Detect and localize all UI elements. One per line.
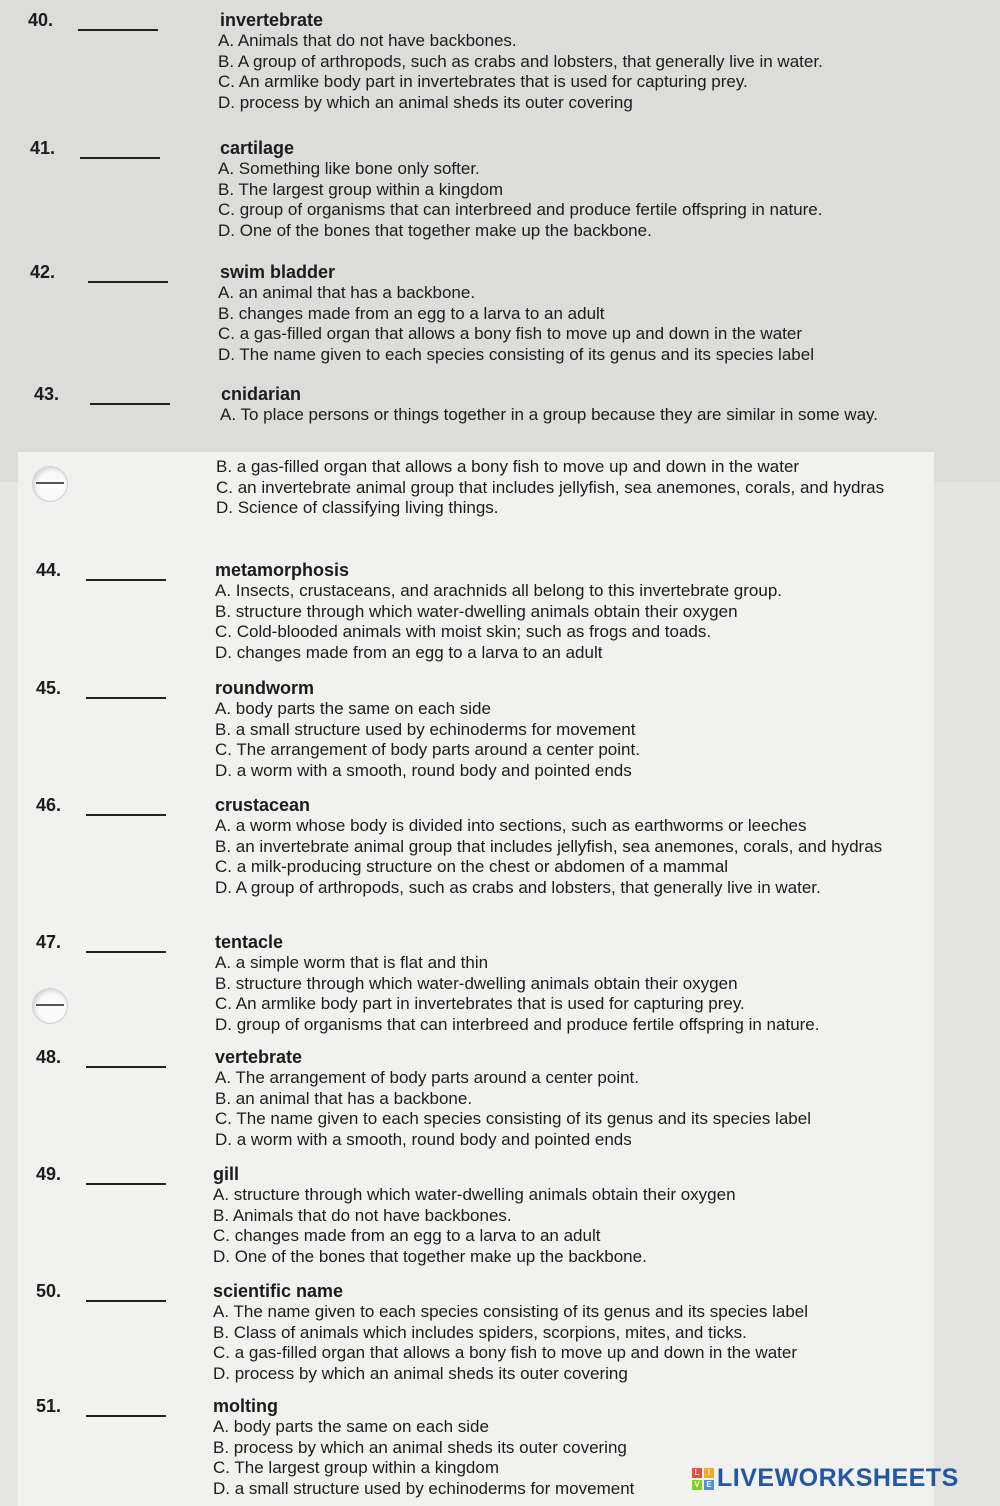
- question-45: [0, 678, 1000, 788]
- option-b: B. structure through which water-dwelling animals obtain their oxygen: [215, 973, 738, 993]
- question-term: gill: [213, 1164, 239, 1184]
- question-44: [0, 560, 1000, 670]
- question-term: roundworm: [215, 678, 314, 698]
- options-list: [218, 283, 814, 365]
- question-term: molting: [213, 1396, 278, 1416]
- options-list: [213, 1185, 736, 1267]
- answer-blank[interactable]: [86, 814, 166, 816]
- liveworksheets-logo[interactable]: [692, 1464, 959, 1493]
- logo-letter: I: [704, 1468, 714, 1478]
- option-c: C. Cold-blooded animals with moist skin; such as frogs and toads.: [215, 622, 712, 641]
- option-d: D. a small structure used by echinoderms for movement: [213, 1478, 635, 1498]
- question-number: 51.: [36, 1396, 62, 1416]
- option-b: B. process by which an animal sheds its outer covering: [213, 1437, 627, 1457]
- question-number: 50.: [36, 1281, 62, 1301]
- option-b: B. an invertebrate animal group that includes jellyfish, sea anemones, corals, and hydras: [215, 836, 883, 856]
- option-b: B. a small structure used by echinoderms for movement: [215, 719, 636, 739]
- option-a: A. Insects, crustaceans, and arachnids all belong to this invertebrate group.: [215, 581, 782, 600]
- option-d: D. The name given to each species consisting of its genus and its species label: [218, 344, 814, 364]
- answer-blank[interactable]: [86, 1300, 166, 1302]
- option-b: B. an animal that has a backbone.: [215, 1088, 473, 1108]
- answer-blank[interactable]: [78, 29, 158, 31]
- option-c: C. The name given to each species consisting of its genus and its species label: [215, 1109, 811, 1128]
- options-list: [215, 953, 820, 1035]
- logo-letter: V: [692, 1480, 702, 1490]
- option-a: A. body parts the same on each side: [213, 1417, 489, 1436]
- question-term: metamorphosis: [215, 560, 350, 580]
- question-term: crustacean: [215, 795, 311, 815]
- answer-blank[interactable]: [90, 403, 170, 405]
- answer-blank[interactable]: [88, 281, 168, 283]
- options-list: [220, 405, 995, 426]
- question-number: 43.: [34, 384, 60, 404]
- options-list: [213, 1302, 808, 1384]
- answer-blank[interactable]: [80, 157, 160, 159]
- question-number: 47.: [36, 932, 62, 952]
- option-d: D. Science of classifying living things.: [216, 498, 499, 517]
- question-number: 44.: [36, 560, 62, 580]
- question-43: [0, 384, 1000, 544]
- option-b: B. Animals that do not have backbones.: [213, 1205, 512, 1225]
- question-40: [0, 10, 1000, 120]
- logo-text: LIVEWORKSHEETS: [717, 1464, 959, 1492]
- question-number: 40.: [28, 10, 54, 30]
- option-a: A. a simple worm that is flat and thin: [215, 953, 489, 972]
- option-c: C. a milk-producing structure on the chest or abdomen of a mammal: [215, 857, 729, 876]
- option-b: B. A group of arthropods, such as crabs and lobsters, that generally live in water.: [218, 51, 823, 71]
- option-a: A. The arrangement of body parts around a center point.: [215, 1068, 640, 1087]
- option-b: B. a gas-filled organ that allows a bony fish to move up and down in the water: [216, 457, 800, 476]
- option-c: C. The largest group within a kingdom: [213, 1458, 500, 1477]
- option-d: D. One of the bones that together make up the backbone.: [218, 220, 652, 240]
- option-b: B. The largest group within a kingdom: [218, 179, 504, 199]
- option-c: C. a gas-filled organ that allows a bony fish to move up and down in the water: [213, 1343, 798, 1362]
- option-d: D. group of organisms that can interbreed and produce fertile offspring in nature.: [215, 1014, 820, 1034]
- question-48: [0, 1047, 1000, 1157]
- option-d: D. process by which an animal sheds its outer covering: [218, 92, 633, 112]
- option-d: D. A group of arthropods, such as crabs and lobsters, that generally live in water.: [215, 877, 821, 897]
- option-a: A. body parts the same on each side: [215, 699, 491, 718]
- option-d: D. process by which an animal sheds its outer covering: [213, 1363, 628, 1383]
- answer-blank[interactable]: [86, 1066, 166, 1068]
- options-list: [218, 31, 823, 113]
- logo-grid-icon: [692, 1468, 714, 1490]
- question-term: vertebrate: [215, 1047, 303, 1067]
- option-c: C. An armlike body part in invertebrates that is used for capturing prey.: [215, 994, 745, 1013]
- question-number: 42.: [30, 262, 56, 282]
- question-term: swim bladder: [220, 262, 336, 282]
- answer-blank[interactable]: [86, 951, 166, 953]
- options-list: [215, 581, 782, 663]
- option-a: A. an animal that has a backbone.: [218, 283, 476, 302]
- question-49: [0, 1164, 1000, 1274]
- question-term: cartilage: [220, 138, 295, 158]
- answer-blank[interactable]: [86, 697, 166, 699]
- question-term: cnidarian: [221, 384, 302, 404]
- answer-blank[interactable]: [86, 579, 166, 581]
- option-a: A. a worm whose body is divided into sections, such as earthworms or leeches: [215, 816, 807, 835]
- option-a: A. The name given to each species consisting of its genus and its species label: [213, 1302, 809, 1321]
- question-term: invertebrate: [220, 10, 324, 30]
- option-d: D. changes made from an egg to a larva to an adult: [215, 642, 603, 662]
- option-b: B. structure through which water-dwelling animals obtain their oxygen: [215, 601, 738, 621]
- question-41: [0, 138, 1000, 248]
- options-list: [215, 816, 927, 898]
- option-b: B. Class of animals which includes spiders, scorpions, mites, and ticks.: [213, 1322, 747, 1342]
- question-term: tentacle: [215, 932, 284, 952]
- option-b: B. changes made from an egg to a larva to an adult: [218, 303, 605, 323]
- option-d: D. a worm with a smooth, round body and pointed ends: [215, 760, 632, 780]
- question-47: [0, 932, 1000, 1042]
- option-c: C. An armlike body part in invertebrates that is used for capturing prey.: [218, 72, 748, 91]
- answer-blank[interactable]: [86, 1183, 166, 1185]
- option-c: C. a gas-filled organ that allows a bony fish to move up and down in the water: [218, 324, 803, 343]
- option-a: A. Something like bone only softer.: [218, 159, 480, 178]
- question-46: [0, 795, 1000, 925]
- options-list: [218, 159, 823, 241]
- question-number: 41.: [30, 138, 56, 158]
- option-c: C. The arrangement of body parts around a center point.: [215, 740, 640, 759]
- question-number: 45.: [36, 678, 62, 698]
- option-c: C. an invertebrate animal group that includes jellyfish, sea anemones, corals, and hydras: [216, 477, 885, 497]
- question-number: 46.: [36, 795, 62, 815]
- question-number: 48.: [36, 1047, 62, 1067]
- option-a: A. Animals that do not have backbones.: [218, 31, 517, 50]
- option-a: A. To place persons or things together in a group because they are similar in some way.: [220, 405, 879, 424]
- option-c: C. group of organisms that can interbreed and produce fertile offspring in nature.: [218, 200, 823, 219]
- options-list: [215, 1068, 811, 1150]
- options-list: [215, 699, 640, 781]
- logo-letter: L: [692, 1468, 702, 1478]
- options-list-continued: [216, 457, 928, 519]
- logo-letter: E: [704, 1480, 714, 1490]
- option-d: D. a worm with a smooth, round body and pointed ends: [215, 1129, 632, 1149]
- option-c: C. changes made from an egg to a larva to an adult: [213, 1226, 601, 1245]
- question-number: 49.: [36, 1164, 62, 1184]
- options-list: [213, 1417, 634, 1499]
- option-d: D. One of the bones that together make up the backbone.: [213, 1246, 647, 1266]
- question-50: [0, 1281, 1000, 1391]
- question-42: [0, 262, 1000, 372]
- option-a: A. structure through which water-dwelling animals obtain their oxygen: [213, 1185, 736, 1204]
- answer-blank[interactable]: [86, 1415, 166, 1417]
- question-term: scientific name: [213, 1281, 344, 1301]
